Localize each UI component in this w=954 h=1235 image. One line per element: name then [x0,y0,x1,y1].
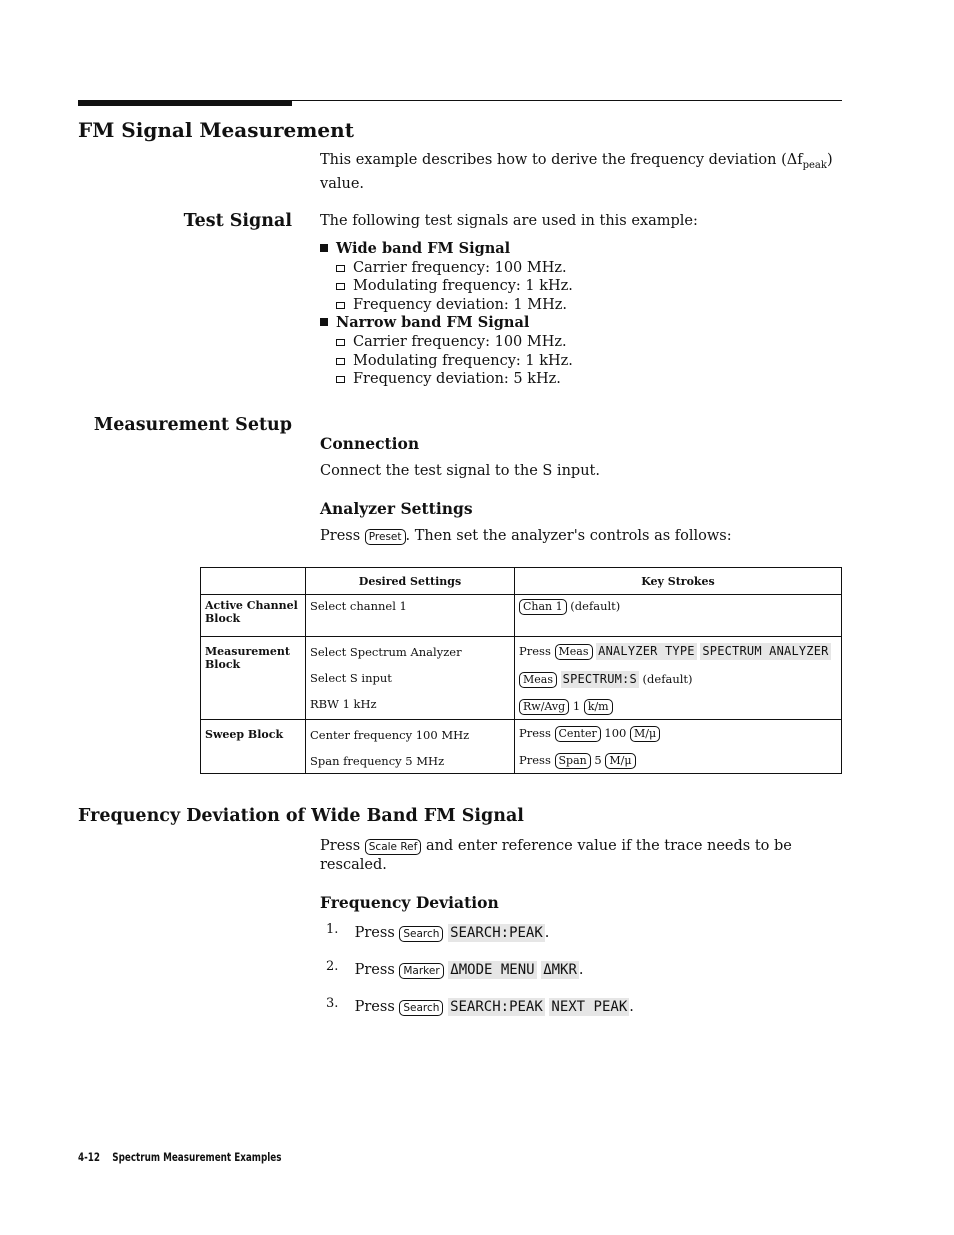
span-key[interactable]: Span [555,753,591,769]
table-cell: Select Spectrum Analyzer Select S input RBW 1 kHz [306,637,515,720]
m-mu-key[interactable]: M/μ [605,753,635,769]
k-m-key[interactable]: k/m [584,699,613,715]
connection-heading: Connection [320,434,420,453]
column-header: Key Strokes [515,568,842,595]
test-signal-list [320,240,573,389]
table-row [201,595,842,637]
table-cell: Center frequency 100 MHz Span frequency 5 MHz [306,720,515,774]
deviation-heading: Frequency Deviation of Wide Band FM Signal [78,806,524,826]
chan1-key[interactable]: Chan 1 [519,599,567,615]
spectrum-analyzer-softkey[interactable]: SPECTRUM ANALYZER [702,644,829,658]
search-peak-softkey[interactable]: SEARCH:PEAK [450,925,543,941]
measurement-setup-heading: Measurement Setup [93,415,292,435]
connection-text: Connect the test signal to the S input. [320,463,600,479]
table-row [201,720,842,774]
delta-mkr-softkey[interactable]: ΔMKR [543,962,577,978]
square-bullet-icon [320,244,328,252]
hollow-bullet-icon [336,265,345,272]
table-cell: Press Center 100 M/μ Press Span 5 M/μ [515,720,842,774]
list-item: Wide band FM Signal [320,240,573,259]
intro-text-end: ) [826,152,833,168]
rw-avg-key[interactable]: Rw/Avg [519,699,569,715]
list-item: Modulating frequency: 1 kHz. [320,277,573,296]
next-peak-softkey[interactable]: NEXT PEAK [551,999,628,1015]
table-row [201,637,842,720]
list-item: Frequency deviation: 5 kHz. [320,370,573,389]
row-header: Active Channel Block [201,595,306,637]
m-mu-key[interactable]: M/μ [630,726,660,742]
analyzer-settings-text: Press Preset . Then set the analyzer's controls as follows: [320,528,732,544]
intro-paragraph [320,151,833,194]
frequency-deviation-heading: Frequency Deviation [320,893,499,912]
preset-key[interactable]: Preset [365,529,406,545]
marker-key[interactable]: Marker [399,963,443,979]
column-header: Desired Settings [306,568,515,595]
search-peak-softkey[interactable]: SEARCH:PEAK [450,999,543,1015]
list-item: Narrow band FM Signal [320,314,573,333]
delta-mode-menu-softkey[interactable]: ΔMODE MENU [450,962,535,978]
test-signal-intro: The following test signals are used in this example: [320,213,698,229]
intro-line2: value. [320,175,365,192]
table-cell: Press Meas ANALYZER TYPE SPECTRUM ANALYZER Meas SPECTRUM:S (default) Rw/Avg 1 k/m [515,637,842,720]
square-bullet-icon [320,318,328,326]
table-header-row [201,568,842,595]
hollow-bullet-icon [336,302,345,309]
step-2: 2. Press Marker ΔMODE MENU ΔMKR . [326,959,584,978]
center-key[interactable]: Center [555,726,601,742]
analyzer-settings-heading: Analyzer Settings [320,499,473,518]
step-1: 1. Press Search SEARCH:PEAK . [326,922,550,941]
intro-text: This example describes how to derive the frequency deviation (Δf [320,152,803,168]
intro-subscript: peak [802,159,827,171]
top-rule-bar [78,100,292,106]
spectrum-s-softkey[interactable]: SPECTRUM:S [562,672,637,686]
list-item: Frequency deviation: 1 MHz. [320,296,573,315]
hollow-bullet-icon [336,339,345,346]
table-cell: Chan 1 (default) [515,595,842,637]
settings-table [200,567,842,774]
list-item: Carrier frequency: 100 MHz. [320,259,573,278]
hollow-bullet-icon [336,358,345,365]
column-header [201,568,306,595]
search-key[interactable]: Search [399,926,443,942]
deviation-paragraph: Press Scale Ref and enter reference value if the trace needs to be rescaled. [320,838,792,873]
hollow-bullet-icon [336,283,345,290]
test-signal-heading: Test Signal [183,211,292,231]
list-item: Carrier frequency: 100 MHz. [320,333,573,352]
row-header: Sweep Block [201,720,306,774]
hollow-bullet-icon [336,376,345,383]
page-footer: 4-12 Spectrum Measurement Examples [78,1150,282,1164]
page-title: FM Signal Measurement [78,118,354,142]
list-item: Modulating frequency: 1 kHz. [320,352,573,371]
analyzer-type-softkey[interactable]: ANALYZER TYPE [598,644,695,658]
scale-ref-key[interactable]: Scale Ref [365,839,422,855]
meas-key[interactable]: Meas [519,672,557,688]
row-header: Measurement Block [201,637,306,720]
table-cell: Select channel 1 [306,595,515,637]
step-3: 3. Press Search SEARCH:PEAK NEXT PEAK . [326,996,634,1015]
search-key[interactable]: Search [399,1000,443,1016]
meas-key[interactable]: Meas [555,644,593,660]
